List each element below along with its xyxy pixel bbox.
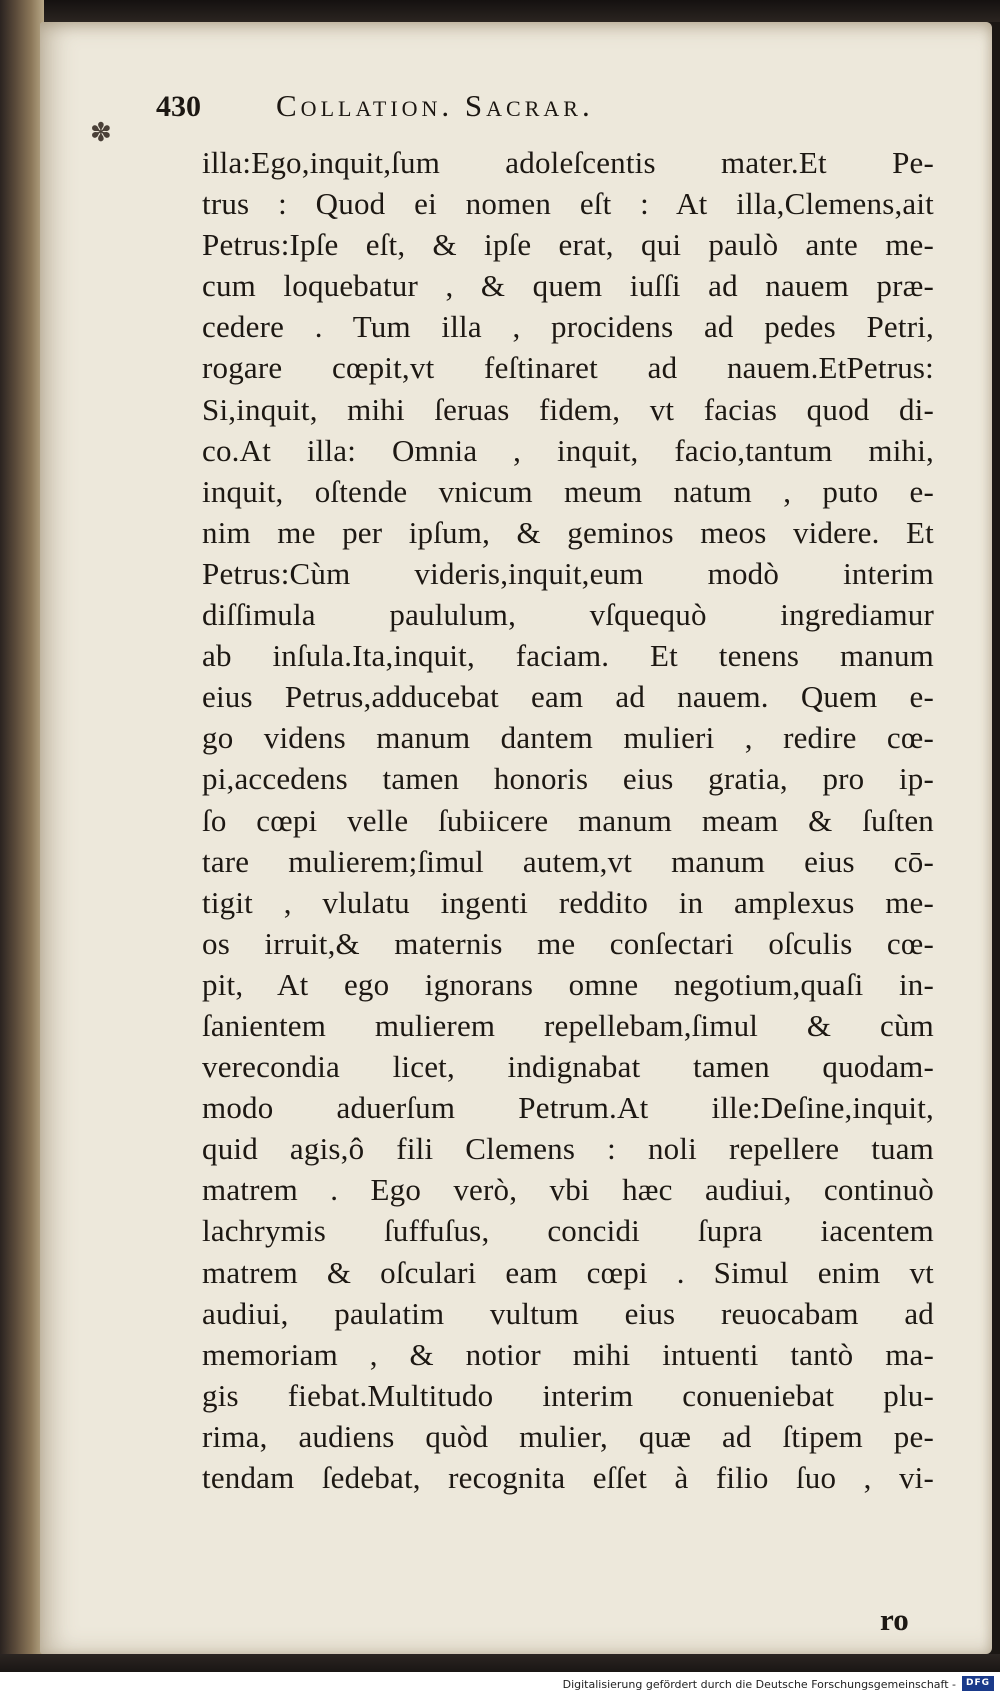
text-line: tendam ſedebat, recognita eſſet à filio ſuo , vi- (202, 1460, 934, 1495)
text-line: gis fiebat.Multitudo interim conueniebat plu- (202, 1377, 934, 1413)
running-head (156, 88, 856, 138)
text-line: ab inſula.Ita,inquit, faciam. Et tenens manum (202, 638, 934, 674)
text-line: modo aduerſum Petrum.At ille:Deſine,inquit, (202, 1090, 934, 1126)
text-line: memoriam , & notior mihi intuenti tantò ma- (202, 1336, 934, 1372)
text-line: co.At illa: Omnia , inquit, facio,tantum mihi, (202, 432, 934, 468)
text-line: inquit, oſtende vnicum meum natum , puto e- (202, 473, 934, 509)
text-line: diſſimula paululum, vſquequò ingrediamur (202, 597, 934, 633)
text-line: rima, audiens quòd mulier, quæ ad ſtipem pe- (202, 1418, 934, 1454)
dfg-logo: DFG (962, 1676, 994, 1691)
text-line: cedere . Tum illa , procidens ad pedes Petri, (202, 309, 934, 345)
footer-strip (0, 1654, 1000, 1698)
text-line: audiui, paulatim vultum eius reuocabam ad (202, 1295, 934, 1331)
marginal-ornament: ✽ (90, 118, 112, 148)
text-line: tigit , vlulatu ingenti reddito in amplexus me- (202, 884, 934, 920)
text-line: verecondia licet, indignabat tamen quodam- (202, 1049, 934, 1085)
text-line: quid agis,ô fili Clemens : noli repellere tuam (202, 1131, 934, 1167)
scan-bottom-edge (0, 1654, 1000, 1672)
text-line: cum loquebatur , & quem iuſſi ad nauem præ- (202, 268, 934, 304)
text-line: os irruit,& maternis me conſectari oſculis cœ- (202, 925, 934, 961)
text-line: matrem & oſculari eam cœpi . Simul enim vt (202, 1254, 934, 1290)
catchword: ro (880, 1602, 909, 1637)
body-text (202, 142, 934, 1498)
text-line: pi,accedens tamen honoris eius gratia, pro ip- (202, 761, 934, 797)
book-spine (0, 0, 44, 1698)
text-line: ſanientem mulierem repellebam,ſimul & cùm (202, 1007, 934, 1043)
running-title: Collation. Sacrar. (276, 88, 594, 123)
text-line: pit, At ego ignorans omne negotium,quaſi in- (202, 966, 934, 1002)
digitization-credit: Digitalisierung gefördert durch die Deutsche Forschungsgemeinschaft - (562, 1678, 956, 1691)
book-top-edge (0, 0, 1000, 22)
text-line: tare mulierem;ſimul autem,vt manum eius cō- (202, 843, 934, 879)
text-line: matrem . Ego verò, vbi hæc audiui, continuò (202, 1172, 934, 1208)
text-line: illa:Ego,inquit,ſum adoleſcentis mater.Et Pe- (202, 145, 934, 180)
text-line: go videns manum dantem mulieri , redire cœ- (202, 720, 934, 756)
text-line: rogare cœpit,vt feſtinaret ad nauem.EtPetrus: (202, 350, 934, 386)
text-line: Petrus:Cùm videris,inquit,eum modò interim (202, 555, 934, 591)
text-line: ſo cœpi velle ſubiicere manum meam & ſuſten (202, 802, 934, 838)
text-line: trus : Quod ei nomen eſt : At illa,Clemens,ait (202, 186, 934, 222)
text-line: lachrymis ſuffuſus, concidi ſupra iacentem (202, 1213, 934, 1249)
page-number: 430 (156, 90, 201, 123)
text-line: Si,inquit, mihi ſeruas fidem, vt facias quod di- (202, 391, 934, 427)
text-line: Petrus:Ipſe eſt, & ipſe erat, qui paulò ante me- (202, 227, 934, 263)
text-line: eius Petrus,adducebat eam ad nauem. Quem e- (202, 679, 934, 715)
text-line: nim me per ipſum, & geminos meos videre. Et (202, 514, 934, 550)
